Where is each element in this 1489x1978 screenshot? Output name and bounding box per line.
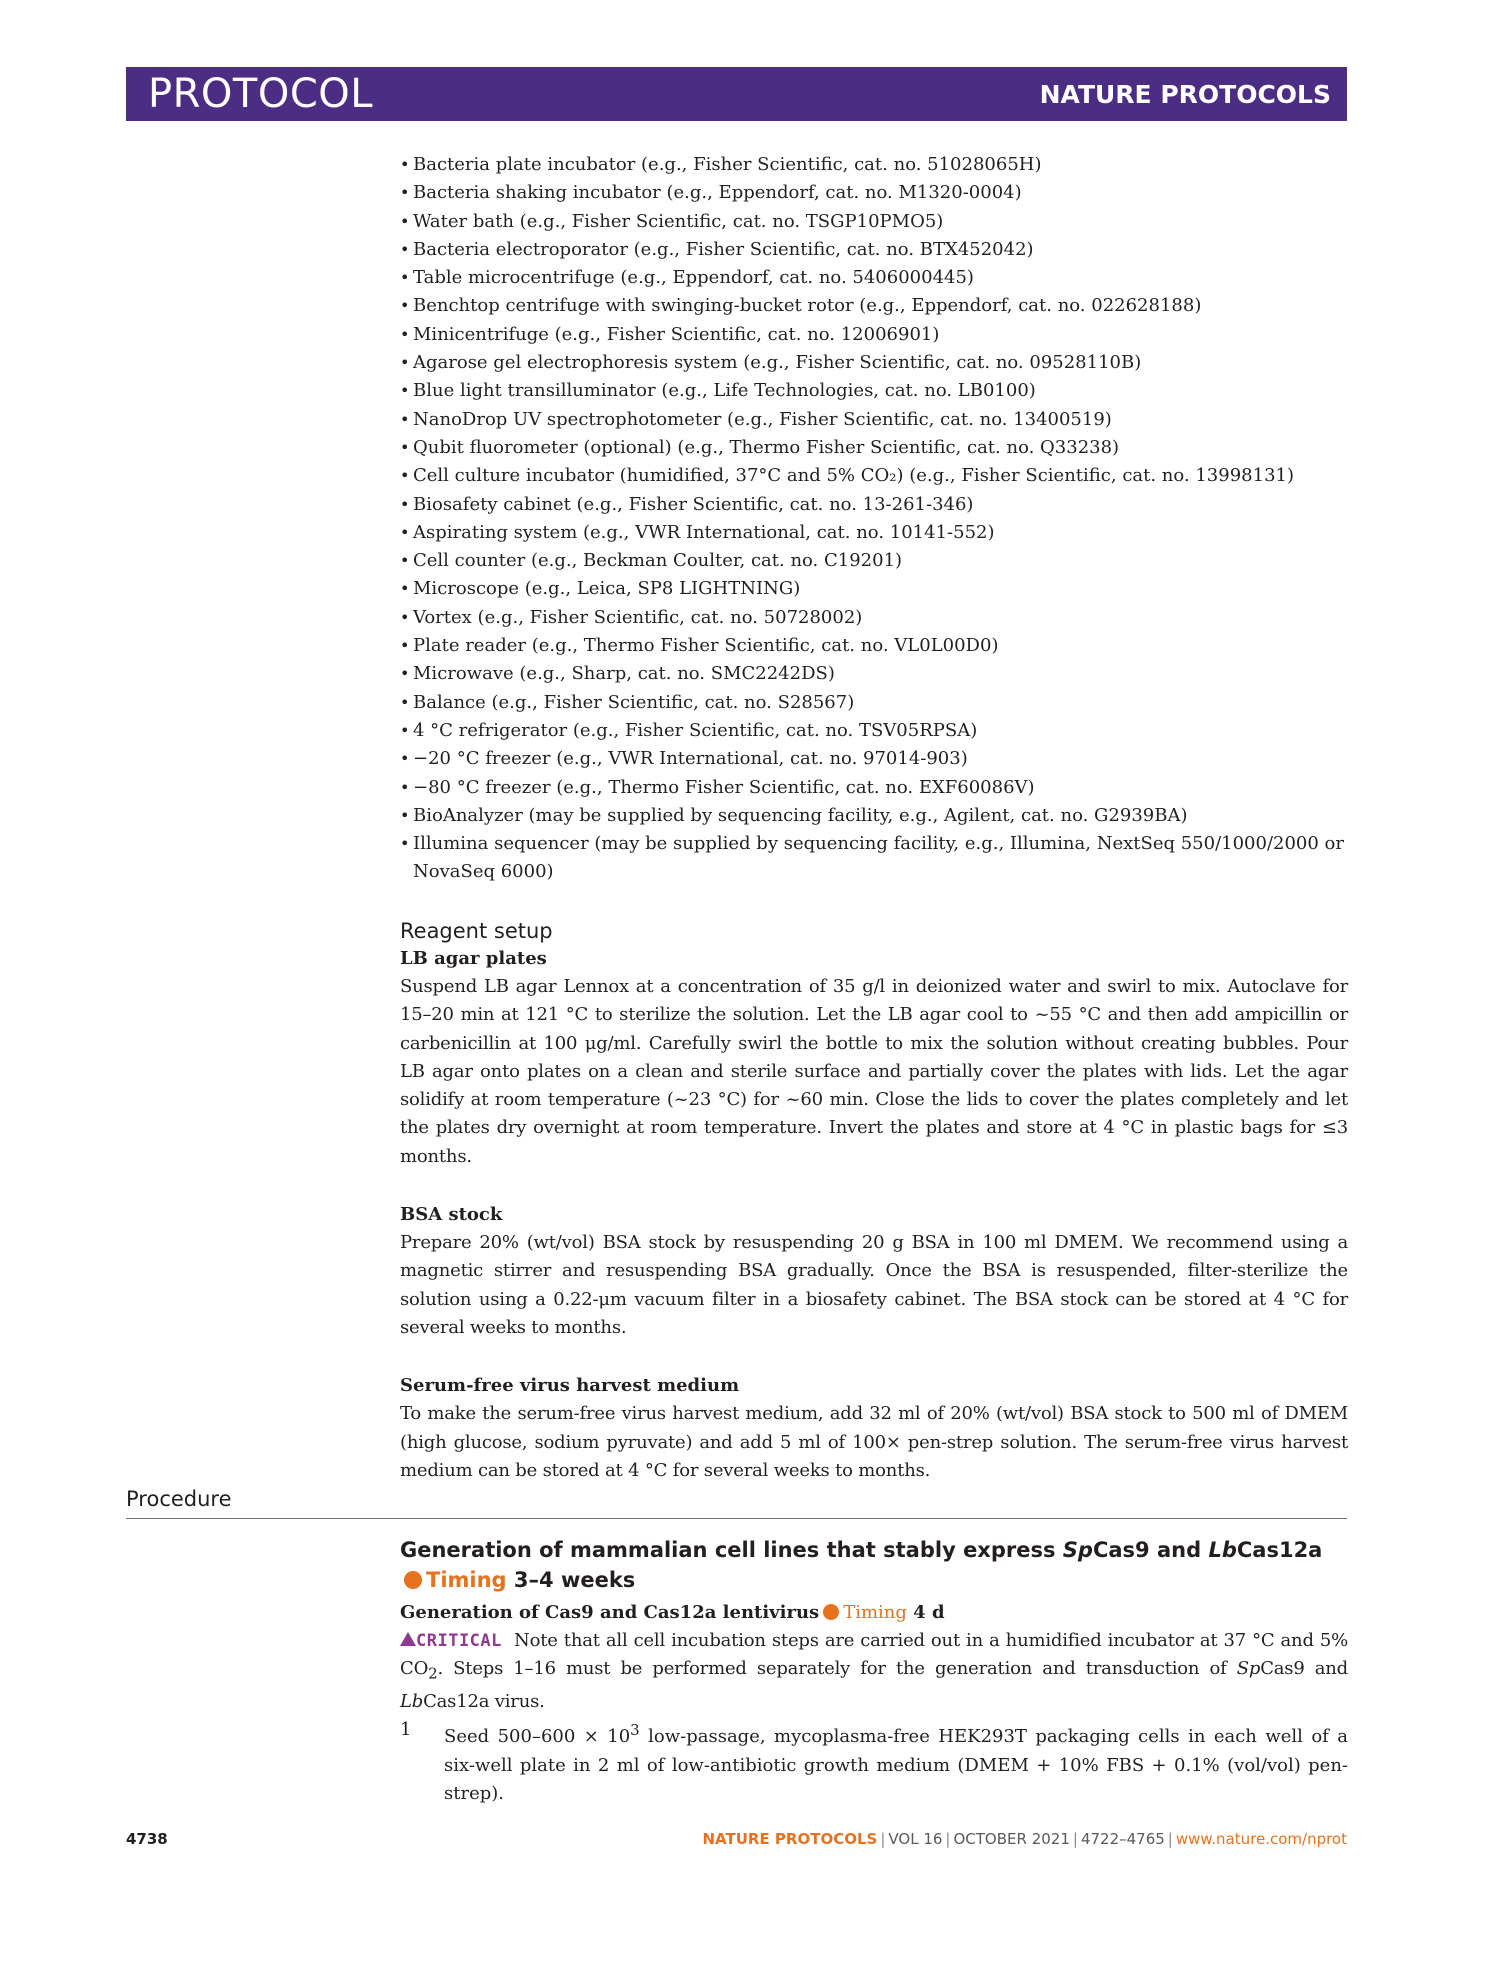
list-item: • Agarose gel electrophoresis system (e.g., Fisher Scientific, cat. no. 09528110B) xyxy=(400,349,1348,377)
footer-link[interactable]: www.nature.com/nprot xyxy=(1175,1830,1347,1848)
list-item: • NanoDrop UV spectrophotometer (e.g., Fisher Scientific, cat. no. 13400519) xyxy=(400,406,1348,434)
page-number: 4738 xyxy=(126,1830,168,1848)
footer-journal: NATURE PROTOCOLS xyxy=(702,1830,878,1848)
list-item: • 4 °C refrigerator (e.g., Fisher Scientific, cat. no. TSV05RPSA) xyxy=(400,717,1348,745)
timing-dot-icon xyxy=(823,1604,839,1620)
footer-pages: 4722–4765 xyxy=(1080,1830,1165,1848)
step-number: 1 xyxy=(400,1719,412,1741)
list-item: • Illumina sequencer (may be supplied by sequencing facility, e.g., Illumina, NextSeq 550/1000/2000 or NovaSeq 6000) xyxy=(400,830,1348,887)
list-item: • Table microcentrifuge (e.g., Eppendorf, cat. no. 5406000445) xyxy=(400,264,1348,292)
list-item: • Water bath (e.g., Fisher Scientific, cat. no. TSGP10PMO5) xyxy=(400,208,1348,236)
list-item: • Microscope (e.g., Leica, SP8 LIGHTNING) xyxy=(400,575,1348,603)
procedure-label: Procedure xyxy=(126,1487,232,1511)
list-item: • Biosafety cabinet (e.g., Fisher Scientific, cat. no. 13-261-346) xyxy=(400,491,1348,519)
list-item: • Minicentrifuge (e.g., Fisher Scientific, cat. no. 12006901) xyxy=(400,321,1348,349)
list-item: • Qubit fluorometer (optional) (e.g., Thermo Fisher Scientific, cat. no. Q33238) xyxy=(400,434,1348,462)
critical-label: CRITICAL xyxy=(416,1631,502,1651)
list-item: • −20 °C freezer (e.g., VWR International, cat. no. 97014-903) xyxy=(400,745,1348,773)
timing-value: 3–4 weeks xyxy=(513,1568,636,1592)
section-title: PROTOCOL xyxy=(148,71,374,117)
list-item: • Cell counter (e.g., Beckman Coulter, cat. no. C19201) xyxy=(400,547,1348,575)
reagent-setup-heading: Reagent setup xyxy=(400,919,553,943)
list-item: • −80 °C freezer (e.g., Thermo Fisher Scientific, cat. no. EXF60086V) xyxy=(400,774,1348,802)
lb-agar-heading: LB agar plates xyxy=(400,948,547,969)
procedure-heading: Generation of mammalian cell lines that stably express SpCas9 and LbCas12aTiming 3–4 weeks xyxy=(400,1538,1323,1592)
list-item: • BioAnalyzer (may be supplied by sequencing facility, e.g., Agilent, cat. no. G2939BA) xyxy=(400,802,1348,830)
timing-label: Timing xyxy=(426,1568,507,1592)
warning-triangle-icon xyxy=(400,1632,416,1646)
timing-value: 4 d xyxy=(913,1602,945,1623)
critical-note: CRITICAL Note that all cell incubation steps are carried out in a humidified incubator at 37 °C and 5% $CO_2$. Steps 1–16 must be performed separately for the generation and transduction of SpCas9 and LbCas12a virus. xyxy=(400,1630,1348,1713)
list-item: • Microwave (e.g., Sharp, cat. no. SMC2242DS) xyxy=(400,660,1348,688)
footer-date: OCTOBER 2021 xyxy=(953,1830,1070,1848)
list-item: • Plate reader (e.g., Thermo Fisher Scientific, cat. no. VL0L00D0) xyxy=(400,632,1348,660)
serum-heading: Serum-free virus harvest medium xyxy=(400,1375,740,1397)
procedure-step xyxy=(400,1716,1348,1808)
bsa-heading: BSA stock xyxy=(400,1204,503,1226)
list-item: • Bacteria plate incubator (e.g., Fisher Scientific, cat. no. 51028065H) xyxy=(400,151,1348,179)
journal-title: NATURE PROTOCOLS xyxy=(1039,80,1331,109)
lb-agar-text: Suspend LB agar Lennox at a concentration of 35 g/l in deionized water and swirl to mix. Autoclave for 15–20 min at 121 °C to sterilize the solution. Let the LB agar cool to ~55 °C and then add ampicillin or carbenicillin at 100 μg/ml. Carefully swirl the bottle to mix the solution without creating bubbles. Pour LB agar onto plates on a clean and sterile surface and partially cover the plates with lids. Let the agar solidify at room temperature (~23 °C) for ~60 min. Close the lids to cover the plates completely and let the plates dry overnight at room temperature. Invert the plates and store at 4 °C in plastic bags for ≤3 months. xyxy=(400,976,1348,1167)
bsa-text: Prepare 20% (wt/vol) BSA stock by resuspending 20 g BSA in 100 ml DMEM. We recommend using a magnetic stirrer and resuspending BSA gradually. Once the BSA is resuspended, filter-sterilize the solution using a 0.22-μm vacuum filter in a biosafety cabinet. The BSA stock can be stored at 4 °C for several weeks to months. xyxy=(400,1232,1348,1338)
header-bar xyxy=(126,67,1347,121)
procedure-content xyxy=(400,1535,1348,1808)
list-item: • Vortex (e.g., Fisher Scientific, cat. no. 50728002) xyxy=(400,604,1348,632)
serum-text: To make the serum-free virus harvest medium, add 32 ml of 20% (wt/vol) BSA stock to 500 ml of DMEM (high glucose, sodium pyruvate) and add 5 ml of 100× pen-strep solution. The serum-free virus harvest medium can be stored at 4 °C for several weeks to months. xyxy=(400,1403,1348,1481)
list-item: • Balance (e.g., Fisher Scientific, cat. no. S28567) xyxy=(400,689,1348,717)
timing-dot-icon xyxy=(404,1571,422,1589)
list-item: • Aspirating system (e.g., VWR International, cat. no. 10141-552) xyxy=(400,519,1348,547)
footer-citation: NATURE PROTOCOLS | VOL 16 | OCTOBER 2021 | 4722–4765 | www.nature.com/nprot xyxy=(702,1830,1347,1848)
list-item: • Benchtop centrifuge with swinging-bucket rotor (e.g., Eppendorf, cat. no. 022628188) xyxy=(400,292,1348,320)
step-text: Seed $500-600 \times 10^3$ low-passage, mycoplasma-free HEK293T packaging cells in each well of a six-well plate in 2 ml of low-antibiotic growth medium (DMEM + 10% FBS + 0.1% (vol/vol) pen-strep). xyxy=(444,1721,1348,1805)
list-item: • Bacteria electroporator (e.g., Fisher Scientific, cat. no. BTX452042) xyxy=(400,236,1348,264)
divider xyxy=(126,1518,1347,1519)
equipment-list xyxy=(400,151,1348,887)
reagent-setup xyxy=(400,919,1348,1485)
list-item: • Bacteria shaking incubator (e.g., Eppendorf, cat. no. M1320-0004) xyxy=(400,179,1348,207)
lentivirus-subheading: Generation of Cas9 and Cas12a lentivirus Timing 4 d xyxy=(400,1602,945,1623)
list-item: • Blue light transilluminator (e.g., Life Technologies, cat. no. LB0100) xyxy=(400,377,1348,405)
footer-volume: VOL 16 xyxy=(888,1830,943,1848)
timing-label: Timing xyxy=(843,1602,907,1623)
list-item: • Cell culture incubator (humidified, 37°C and 5% CO₂) (e.g., Fisher Scientific, cat. no. 13998131) xyxy=(400,462,1348,490)
